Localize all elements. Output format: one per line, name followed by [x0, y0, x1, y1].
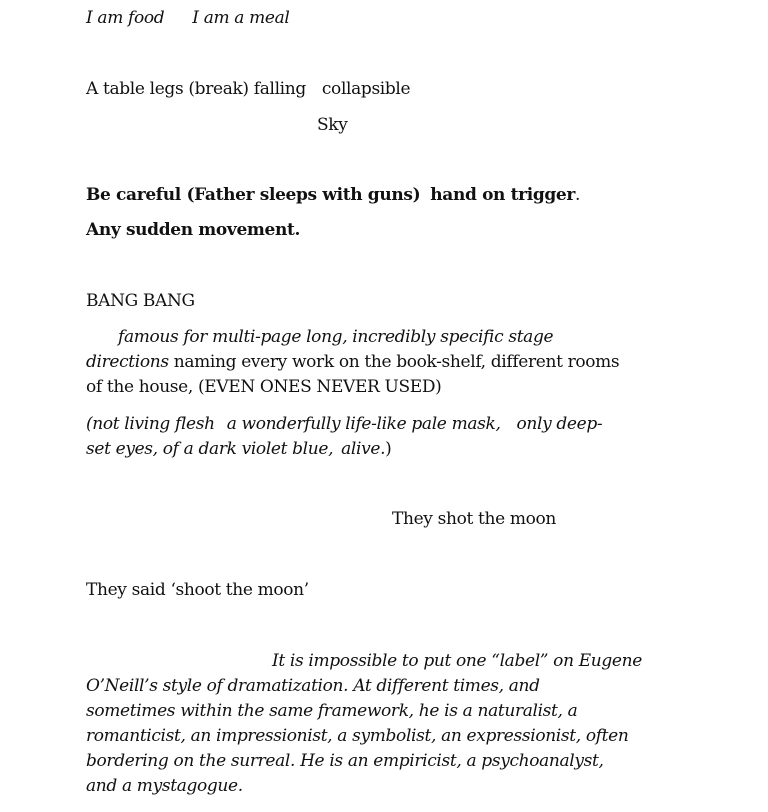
text-alive: alive.: [341, 439, 386, 459]
quote-line: bordering on the surreal. He is an empiricist, a psychoanalyst,: [86, 751, 604, 771]
text-table-legs: A table legs (break) falling: [86, 79, 306, 99]
line-stage-directions-2: [86, 350, 619, 374]
quote-line: It is impossible to put one “label” on Eugene: [272, 651, 642, 671]
text-directions-rest: naming every work on the book-shelf, different rooms: [168, 352, 620, 372]
line-mask-2: [86, 437, 391, 461]
quote-line: romanticist, an impressionist, a symbolist, an expressionist, often: [86, 726, 629, 746]
text-sky: Sky: [317, 115, 348, 135]
line-mask-1: [86, 412, 602, 436]
text-not-living-flesh: (not living flesh: [86, 414, 215, 434]
quote-line: and a mystagogue.: [86, 776, 243, 796]
text-stage-directions-3: of the house, (EVEN ONES NEVER USED): [86, 377, 442, 397]
text-be-careful: Be careful (Father sleeps with guns): [86, 185, 421, 205]
text-they-shot-the-moon: They shot the moon: [392, 509, 556, 529]
text-i-am-a-meal: I am a meal: [192, 8, 290, 28]
quote-line: sometimes within the same framework, he is a naturalist, a: [86, 701, 578, 721]
text-period: .: [575, 185, 581, 205]
line-i-am-food: [86, 6, 290, 30]
text-stage-directions-1: famous for multi-page long, incredibly specific stage: [118, 327, 554, 347]
text-close-paren: ): [385, 439, 392, 459]
line-table-legs: [86, 77, 410, 101]
text-only-deep: only deep-: [516, 414, 603, 434]
text-set-eyes: set eyes, of a dark violet blue,: [86, 439, 334, 459]
text-sudden-movement: Any sudden movement.: [86, 220, 301, 240]
text-i-am-food: I am food: [86, 8, 165, 28]
text-directions-italic: directions: [86, 352, 169, 372]
quote-line: O’Neill’s style of dramatization. At different times, and: [86, 676, 540, 696]
line-be-careful: [86, 183, 580, 207]
text-pale-mask: a wonderfully life-like pale mask,: [226, 414, 501, 434]
text-collapsible: collapsible: [321, 79, 411, 99]
text-they-said-shoot-the-moon: They said ‘shoot the moon’: [86, 580, 309, 600]
text-bang-bang: BANG BANG: [86, 291, 195, 311]
text-hand-on-trigger: hand on trigger: [430, 185, 576, 205]
